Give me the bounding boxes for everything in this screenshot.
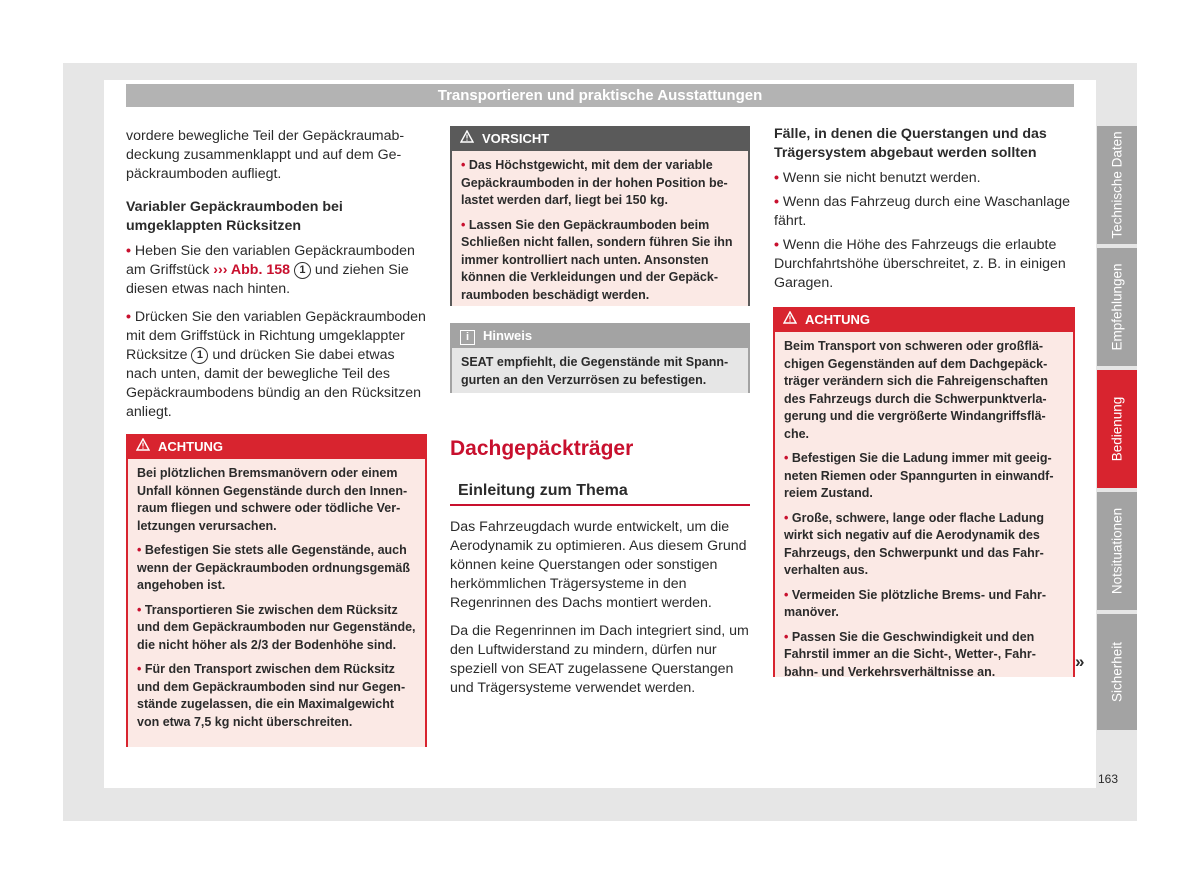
warning-triangle-icon <box>460 126 474 151</box>
tab-empfehlungen[interactable]: Empfehlungen <box>1097 248 1137 366</box>
warning-triangle-icon <box>136 434 150 459</box>
note-box-header: i Hinweis <box>450 323 750 348</box>
warning-box <box>126 434 427 747</box>
tab-sicherheit[interactable]: Sicherheit <box>1097 614 1137 730</box>
section-title: Dachgepäckträger <box>450 437 634 460</box>
continue-arrow-icon: » <box>1075 652 1085 671</box>
warning-item: • Befestigen Sie die Ladung immer mit geeigneten Riemen oder Spanngurten in einwandfreiem Zustand. <box>784 450 1064 503</box>
warning-triangle-icon <box>783 307 797 332</box>
caution-box-body <box>452 151 748 306</box>
figure-reference-link[interactable]: ››› Abb. 158 <box>213 262 290 278</box>
caution-box-header: VORSICHT <box>450 126 750 151</box>
warning-item: • Große, schwere, lange oder flache Ladung wirkt sich negativ auf die Aerodynamik des Fahrzeugs, den Schwerpunkt und das Fahrverhalten aus. <box>784 510 1064 580</box>
list-item: • Wenn sie nicht benutzt werden. <box>774 169 1074 188</box>
body-paragraph: Da die Regenrinnen im Dach integriert sind, um den Luftwiderstand zu mindern, dürfen nur speziell von SEAT zugelassene Querstangen und Trägersysteme verwendet werden. <box>450 623 749 696</box>
subsection-underline <box>450 504 750 506</box>
warning-item: • Vermeiden Sie plötzliche Brems- und Fahrmanöver. <box>784 587 1064 622</box>
warning-box <box>773 307 1075 677</box>
column-right <box>774 125 1074 302</box>
caution-box <box>450 126 750 306</box>
warning-box-body <box>775 332 1073 677</box>
warning-intro: Bei plötzlichen Bremsmanövern oder einem Unfall können Gegenstände durch den Innenraum fliegen und schwere oder tödliche Verletzungen verursachen. <box>137 466 408 533</box>
list-item: • Wenn das Fahrzeug durch eine Waschanlage fährt. <box>774 193 1074 231</box>
subsection-heading: Variabler Gepäckraumboden bei umgeklappten Rücksitzen <box>126 199 343 234</box>
subsection-heading: Fälle, in denen die Querstangen und das Trägersystem abgebaut werden sollten <box>774 126 1047 161</box>
list-item: • Heben Sie den variablen Gepäckraumboden am Griffstück ››› Abb. 158 1 und ziehen Sie diesen etwas nach hinten. <box>126 242 426 299</box>
info-icon: i <box>460 330 475 345</box>
caution-item: • Lassen Sie den Gepäckraumboden beim Schließen nicht fallen, sondern führen Sie ihn immer kontrolliert nach unten. Ansonsten können die Verkleidungen und der Gepäckraumboden beschädigt werden. <box>461 217 739 305</box>
caution-item: • Das Höchstgewicht, mit dem der variable Gepäckraumboden in der hohen Position belastet werden darf, liegt bei 150 kg. <box>461 157 739 210</box>
warning-intro: Beim Transport von schweren oder großflächigen Gegenständen auf dem Dachgepäckträger verändern sich die Fahreigenschaften des Fahrzeugs durch die Schwerpunktverlagerung und die vergrößerte Windangriffsfläche. <box>784 339 1048 441</box>
callout-number: 1 <box>191 347 208 364</box>
subsection-title: Einleitung zum Thema <box>458 482 628 499</box>
column-left <box>126 127 426 431</box>
note-text: SEAT empfiehlt, die Gegenstände mit Spanngurten an den Verzurrösen zu befestigen. <box>461 355 729 387</box>
note-box <box>450 323 750 393</box>
warning-box-body <box>128 459 425 747</box>
warning-box-header: ACHTUNG <box>126 434 427 459</box>
list-item: • Drücken Sie den variablen Gepäckraumboden mit dem Griffstück in Richtung umgeklappter Rücksitze 1 und drücken Sie dabei etwas nach unten, damit der bewegliche Teil des Gepäckraumbodens bündig an den Rücksitzen anliegt. <box>126 308 426 422</box>
intro-paragraph: vordere bewegliche Teil der Gepäckraumabdeckung zusammenklappt und auf dem Gepäckraumboden aufliegt. <box>126 128 405 182</box>
tab-notsituationen[interactable]: Notsituationen <box>1097 492 1137 610</box>
list-item: • Wenn die Höhe des Fahrzeugs die erlaubte Durchfahrtshöhe überschreitet, z. B. in einigen Garagen. <box>774 236 1074 293</box>
warning-item: • Passen Sie die Geschwindigkeit und den Fahrstil immer an die Sicht-, Wetter-, Fahrbahn- und Verkehrsverhältnisse an. <box>784 629 1064 682</box>
warning-box-header: ACHTUNG <box>773 307 1075 332</box>
note-box-body <box>452 348 748 393</box>
body-paragraph: Das Fahrzeugdach wurde entwickelt, um die Aerodynamik zu optimieren. Aus diesem Grund können keine Querstangen oder sonstigen herkömmlichen Trägersysteme in den Regenrinnen des Dachs montiert werden. <box>450 519 747 611</box>
chapter-header: Transportieren und praktische Ausstattungen <box>126 84 1074 107</box>
tab-technische-daten[interactable]: Technische Daten <box>1097 126 1137 244</box>
tab-bedienung[interactable]: Bedienung <box>1097 370 1137 488</box>
column-middle-text <box>450 518 750 707</box>
warning-item: • Befestigen Sie stets alle Gegenstände, auch wenn der Gepäckraumboden ordnungsgemäß angehoben ist. <box>137 542 416 595</box>
warning-item: • Für den Transport zwischen dem Rücksitz und dem Gepäckraumboden sind nur Gegenstände zugelassen, die ein Maximalgewicht von etwa 7,5 kg nicht überschreiten. <box>137 661 416 731</box>
callout-number: 1 <box>294 262 311 279</box>
page-number: 163 <box>1098 772 1119 786</box>
warning-item: • Transportieren Sie zwischen dem Rücksitz und dem Gepäckraumboden nur Gegenstände, die nicht höher als 2/3 der Bodenhöhe sind. <box>137 602 416 655</box>
